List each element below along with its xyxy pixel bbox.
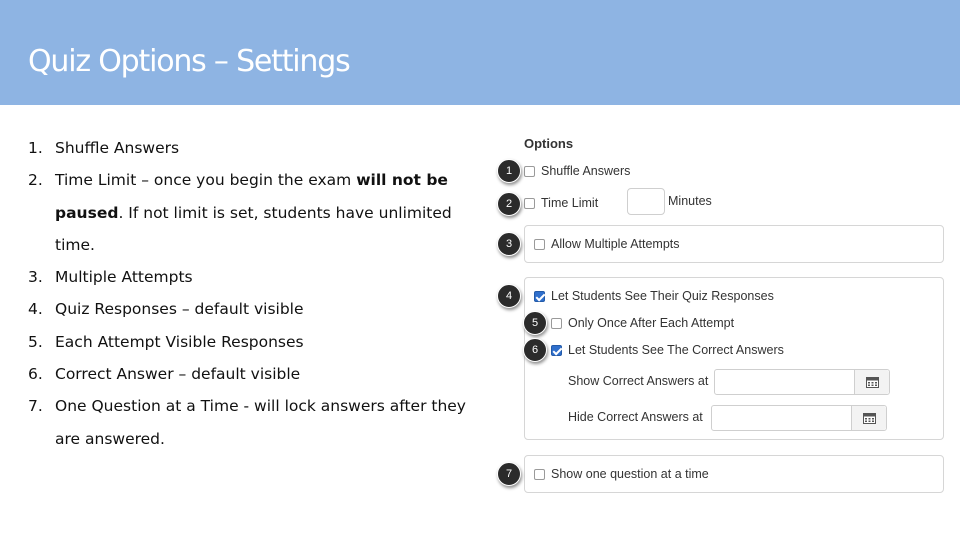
- list-item: 7. One Question at a Time - will lock answers after they are answered.: [28, 397, 466, 448]
- quiz-responses-box: [524, 277, 944, 440]
- one-question-option[interactable]: Show one question at a time: [534, 467, 709, 481]
- hide-correct-label: Hide Correct Answers at: [568, 410, 703, 424]
- options-panel: [476, 122, 960, 540]
- multiple-attempts-checkbox[interactable]: [534, 239, 545, 250]
- see-responses-option[interactable]: Let Students See Their Quiz Responses: [534, 289, 774, 303]
- once-after-attempt-option[interactable]: Only Once After Each Attempt: [551, 316, 734, 330]
- one-question-box: [524, 455, 944, 493]
- time-limit-checkbox[interactable]: [524, 198, 535, 209]
- show-correct-calendar-button[interactable]: [854, 370, 889, 394]
- list-item: 6. Correct Answer – default visible: [28, 365, 301, 384]
- list-item: 1. Shuffle Answers: [28, 139, 180, 157]
- slide-header: [0, 0, 960, 105]
- show-correct-label: Show Correct Answers at: [568, 374, 709, 388]
- step-badge-2: 2: [497, 192, 521, 216]
- time-limit-option[interactable]: Time Limit: [524, 196, 598, 210]
- slide-title: Quiz Options – Settings: [28, 44, 350, 79]
- once-after-attempt-checkbox[interactable]: [551, 318, 562, 329]
- minutes-input[interactable]: [627, 188, 665, 215]
- see-responses-checkbox[interactable]: [534, 291, 545, 302]
- show-correct-date-input[interactable]: [714, 369, 890, 395]
- shuffle-answers-checkbox[interactable]: [524, 166, 535, 177]
- calendar-icon: [863, 412, 876, 424]
- step-badge-5: 5: [523, 311, 547, 335]
- step-badge-1: 1: [497, 159, 521, 183]
- minutes-label: Minutes: [668, 194, 712, 208]
- step-badge-6: 6: [523, 338, 547, 362]
- multiple-attempts-box: [524, 225, 944, 263]
- hide-correct-calendar-button[interactable]: [851, 406, 886, 430]
- see-correct-option[interactable]: Let Students See The Correct Answers: [551, 343, 784, 357]
- one-question-checkbox[interactable]: [534, 469, 545, 480]
- options-title: Options: [524, 136, 574, 151]
- multiple-attempts-option[interactable]: Allow Multiple Attempts: [534, 237, 680, 251]
- see-correct-checkbox[interactable]: [551, 345, 562, 356]
- step-badge-7: 7: [497, 462, 521, 486]
- list-item: 5. Each Attempt Visible Responses: [28, 332, 304, 351]
- step-badge-4: 4: [497, 284, 521, 308]
- list-item: 4. Quiz Responses – default visible: [28, 300, 304, 319]
- list-item: 3. Multiple Attempts: [28, 268, 193, 287]
- list-item: 2. Time Limit – once you begin the exam will not be paused. If not limit is set, students have unlimited time.: [28, 171, 452, 254]
- step-badge-3: 3: [497, 232, 521, 256]
- settings-list: [28, 132, 468, 455]
- calendar-icon: [866, 376, 879, 388]
- shuffle-answers-option[interactable]: Shuffle Answers: [524, 164, 630, 178]
- hide-correct-date-input[interactable]: [711, 405, 887, 431]
